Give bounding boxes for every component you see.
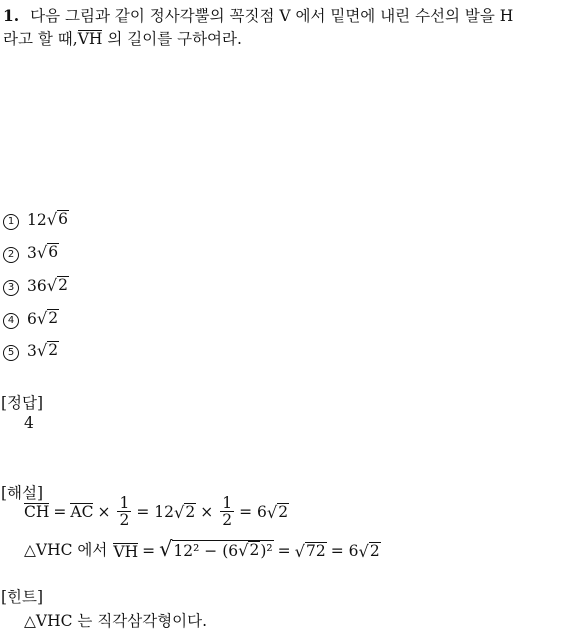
- equals-value: = 6: [330, 542, 359, 560]
- segment-ac: AC: [70, 503, 94, 522]
- choice-5[interactable]: [3, 341, 59, 361]
- radicand-part: 12² − (6: [173, 541, 239, 560]
- fraction-half: [220, 495, 234, 529]
- choice-coef: 36: [27, 276, 47, 295]
- segment-vh: VH: [77, 30, 103, 48]
- choice-number-icon: 2: [3, 247, 19, 263]
- sqrt-expression: √ 72: [294, 541, 326, 561]
- choice-coef: 6: [27, 309, 37, 328]
- fraction-numerator: 1: [222, 494, 233, 512]
- choice-number-icon: 5: [3, 345, 19, 361]
- radicand: 2: [48, 341, 59, 359]
- segment-vh: VH: [113, 542, 139, 561]
- choice-coef: 3: [27, 341, 37, 360]
- radicand: 2: [185, 502, 196, 521]
- sqrt-expression: √ 2: [36, 308, 59, 328]
- fraction-half: [117, 495, 131, 529]
- choice-2[interactable]: [3, 243, 59, 263]
- sqrt-expression: √ 2: [358, 541, 380, 561]
- sqrt-expression: √ 6: [46, 209, 68, 229]
- sqrt-expression-large: √ 12² − (6 √ 2 )²: [159, 537, 273, 562]
- sqrt-expression: √ 2: [46, 275, 68, 295]
- choice-4[interactable]: [3, 309, 59, 329]
- fraction-numerator: 1: [119, 494, 130, 512]
- question-line-2: [3, 27, 242, 49]
- choice-1[interactable]: [3, 210, 69, 230]
- equals-sign: =: [277, 542, 291, 560]
- radicand: 2: [278, 502, 289, 521]
- fraction-denominator: 2: [222, 511, 233, 530]
- explanation-line-2: [24, 538, 381, 560]
- choice-number-icon: 4: [3, 313, 19, 329]
- sqrt-expression: √ 2: [266, 502, 289, 522]
- choice-number-icon: 1: [3, 214, 19, 230]
- choice-3[interactable]: [3, 276, 69, 296]
- equals-value: = 12: [136, 502, 174, 521]
- question-number: 1.: [3, 6, 20, 25]
- answer-label: [정답]: [1, 394, 44, 412]
- question-text-suffix: 의 길이를 구하여라.: [107, 30, 242, 48]
- radicand: 72: [306, 541, 326, 560]
- choice-coef: 3: [27, 243, 37, 262]
- question-line-1: [3, 4, 513, 26]
- sqrt-expression: √ 2: [238, 540, 260, 560]
- times-sign: ×: [97, 502, 111, 521]
- radicand: 2: [48, 309, 59, 327]
- explanation-text: △VHC 에서: [24, 541, 108, 559]
- radicand: 2: [369, 541, 380, 560]
- radicand: 6: [58, 210, 68, 228]
- explanation-label: [해설]: [1, 484, 44, 502]
- equals-value: = 6: [239, 502, 267, 521]
- sqrt-expression: √ 2: [173, 502, 196, 522]
- sqrt-expression: √ 6: [36, 242, 59, 262]
- choice-coef: 12: [27, 210, 47, 229]
- radicand: 2: [249, 541, 260, 560]
- equals-sign: =: [142, 542, 156, 560]
- fraction-denominator: 2: [119, 511, 130, 530]
- sqrt-expression: √ 2: [36, 340, 59, 360]
- answer-value: 4: [24, 414, 34, 432]
- choice-number-icon: 3: [3, 280, 19, 296]
- radicand-large: [172, 540, 273, 560]
- radicand: 2: [58, 276, 68, 294]
- question-text-prefix: 라고 할 때,: [3, 30, 78, 48]
- times-sign: ×: [200, 502, 214, 521]
- hint-text: △VHC 는 직각삼각형이다.: [24, 612, 208, 630]
- radicand: 6: [48, 243, 59, 261]
- explanation-line-1: [24, 495, 289, 529]
- equals-sign: =: [53, 502, 67, 521]
- radicand-part: )²: [260, 541, 273, 560]
- question-text-line1: 다음 그림과 같이 정사각뿔의 꼭짓점 V 에서 밑면에 내린 수선의 발을 H: [30, 7, 514, 25]
- segment-ch: CH: [24, 503, 50, 522]
- hint-label: [힌트]: [1, 588, 44, 606]
